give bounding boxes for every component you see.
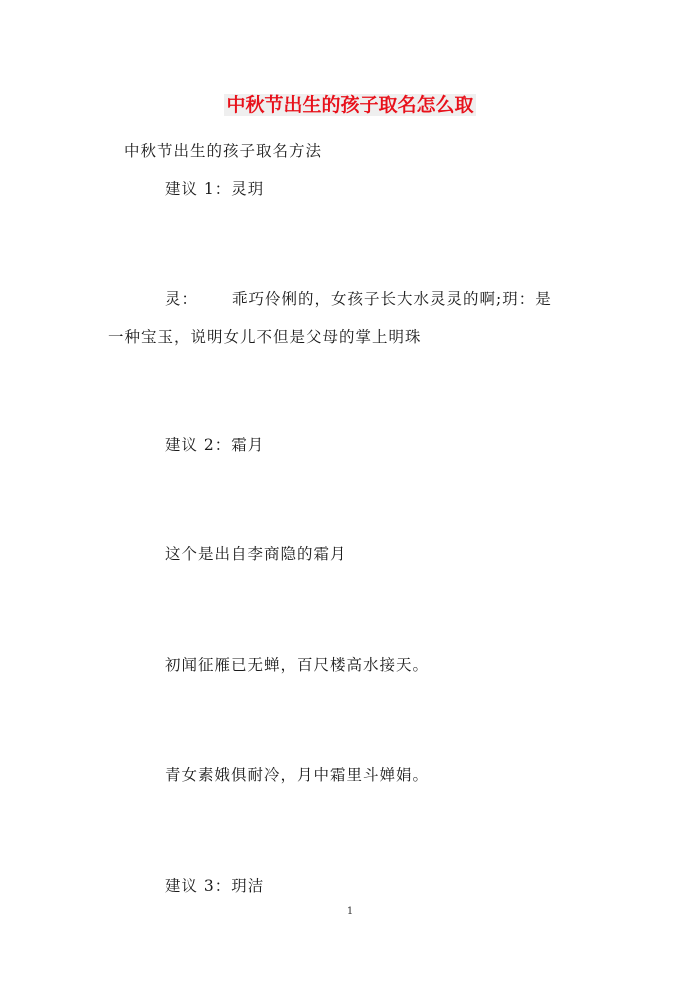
paragraph-1-text: 乖巧伶俐的，女孩子长大水灵灵的啊;玥：是 [232,290,552,308]
paragraph-1-label: 灵： [165,290,199,308]
section-subheading: 中秋节出生的孩子取名方法 [124,142,323,160]
document-title [0,92,700,118]
paragraph-1-line-1 [165,288,552,310]
document-title-text: 中秋节出生的孩子取名怎么取 [226,94,474,116]
paragraph-1-line-2: 一种宝玉，说明女儿不但是父母的掌上明珠 [108,328,422,346]
poem-line-2: 青女素娥俱耐冷，月中霜里斗婵娟。 [165,766,430,784]
suggestion-2: 建议 2：霜月 [165,436,265,454]
paragraph-2: 这个是出自李商隐的霜月 [165,545,347,563]
poem-line-1: 初闻征雁已无蝉，百尺楼高水接天。 [165,656,430,674]
suggestion-1: 建议 1：灵玥 [165,180,265,198]
page-number: 1 [346,906,354,917]
suggestion-3: 建议 3：玥洁 [165,877,265,895]
